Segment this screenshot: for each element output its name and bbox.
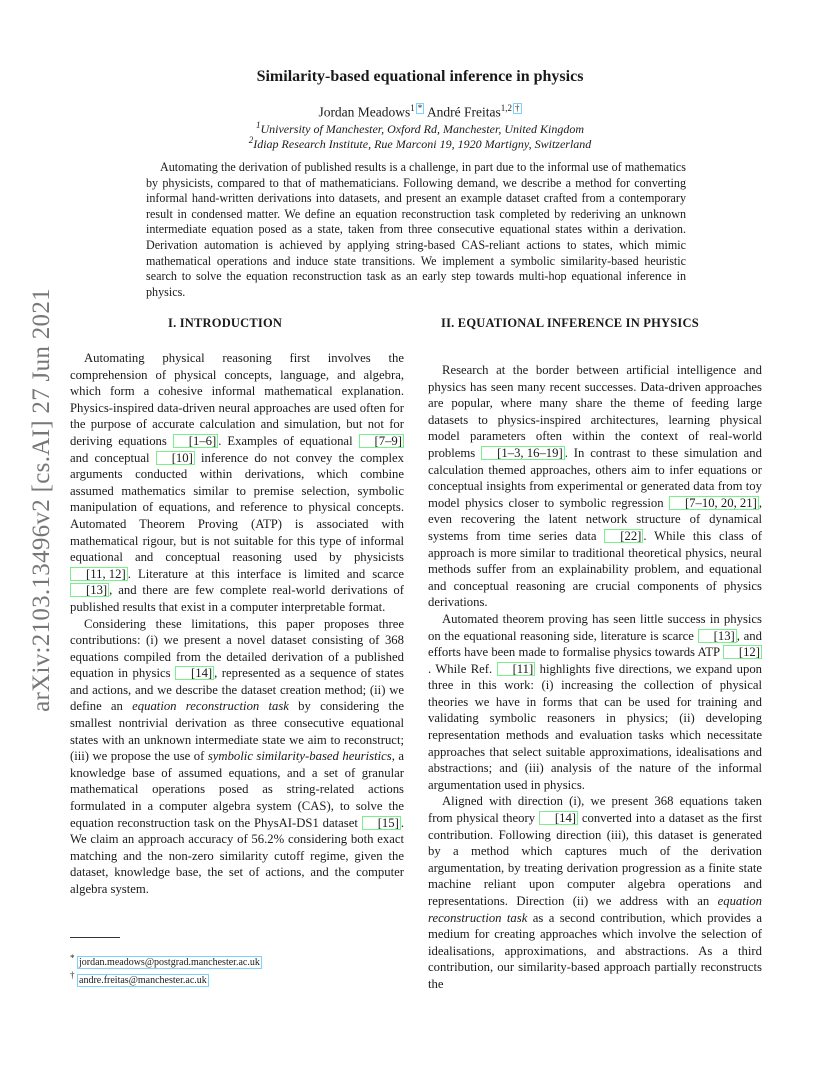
text-run: by considering the smallest nontrivial derivation as three consecutive equational states with an unknown intermediate state we aim to reconstruct; (iii) we propose the use of bbox=[70, 699, 404, 764]
footnote-mark: * bbox=[70, 953, 75, 963]
text-run: , even recovering the latent network structure of dynamical systems from time series data bbox=[428, 495, 762, 543]
text-run: Automating physical reasoning first involves the comprehension of physical concepts, language, and algebra, which form a cohesive informal mathematical explanation. Physics-inspired data-driven neural approaches are used often for the purpose of accurate calculation and simulation, but not for deriving equations bbox=[70, 351, 404, 448]
footnote-mark: † bbox=[70, 970, 75, 981]
text-run: inference do not convey the complex arguments conducted within derivations, which combine assumed mathematics similar to premise selection, symbolic manipulation of equations, and reference to physical concepts. Automated Theorem Proving (ATP) is associated with mathematical rigour, but is not suitable for this type of informal equational and conceptual reasoning used by physicists bbox=[70, 450, 404, 565]
paragraph bbox=[428, 362, 762, 611]
text-run: as a second contribution, which provides a medium for creating approaches which involve the selection of idealisations, approximations, and abstractions. As a third contribution, our similarity-based approach partially reconstructs the bbox=[428, 910, 762, 991]
text-run: . In contrast to these simulation and calculation themed approaches, others aim to infer equations or conceptual insights from experimental or generated data from toy model physics closer to symbolic regression bbox=[428, 445, 762, 510]
citation-link[interactable]: [12] bbox=[723, 645, 762, 659]
text-run: Research at the border between artificial intelligence and physics has seen many recent successes. Data-driven approaches are popular, where many share the theme of feeding large datasets to physics-inspired architectures, learning physical model parameters often within the context of real-world problems bbox=[428, 363, 762, 460]
author-footnote-link[interactable]: † bbox=[515, 103, 520, 113]
paragraph bbox=[428, 611, 762, 794]
author-name: Jordan Meadows bbox=[318, 104, 411, 120]
email-link[interactable]: andre.freitas@manchester.ac.uk bbox=[79, 974, 207, 986]
footnote-divider bbox=[70, 937, 120, 938]
text-run: . Literature at this interface is limited and scarce bbox=[127, 566, 404, 581]
text-run: highlights five directions, we expand upon three in this work: (i) increasing the collection of physical theories we have in forms that can be used for training and validating symbolic reasoners in physics; (ii) developing representation methods and evaluation tasks which necessitate approaches that select suitable approximations, idealisations and abstractions; and (iii) analysis of the nature of the informal argumentation used in physics. bbox=[428, 661, 763, 792]
paragraph bbox=[70, 350, 404, 616]
citation-link[interactable]: [14] bbox=[175, 666, 214, 680]
paragraph bbox=[70, 616, 404, 898]
emphasis-text: symbolic similarity-based heuristics bbox=[207, 749, 392, 764]
citation-link[interactable]: [13] bbox=[698, 629, 737, 643]
text-run: , and efforts have been made to formalise physics towards ATP bbox=[428, 628, 762, 660]
section-heading-introduction: I. INTRODUCTION bbox=[168, 316, 283, 330]
text-run: Aligned with direction (i), we present 368 equations taken from physical theory bbox=[428, 794, 762, 826]
footnote-1 bbox=[70, 952, 262, 969]
citation-link[interactable]: [15] bbox=[362, 816, 401, 830]
text-run: , a knowledge base of assumed equations, and a set of granular mathematical operations posed as string-related actions formulated in a computer algebra system (CAS), to solve the equation reconstruction task on the PhysAI-DS1 dataset bbox=[70, 749, 404, 830]
affiliation-mark: 1 bbox=[255, 120, 261, 130]
left-column bbox=[70, 350, 404, 898]
citation-link[interactable]: [1–3, 16–19] bbox=[481, 446, 565, 460]
text-run: , and there are few complete real-world derivations of published results that exist in a computer interpretable format. bbox=[70, 583, 404, 614]
affiliation-text: Idiap Research Institute, Rue Marconi 19, 1920 Martigny, Switzerland bbox=[253, 137, 592, 151]
author-name: André Freitas bbox=[426, 104, 501, 120]
emphasis-text: equation reconstruction task bbox=[132, 699, 289, 714]
text-run: and conceptual bbox=[70, 450, 156, 465]
right-column bbox=[428, 362, 762, 993]
text-run: Automated theorem proving has seen little success in physics on the equational reasoning side, literature is scarce bbox=[428, 611, 762, 643]
emphasis-text: equation reconstruction task bbox=[428, 894, 762, 925]
author-affiliation-mark: 1 bbox=[410, 103, 415, 113]
text-run: converted into a dataset as the first contribution. Following direction (iii), this dataset is generated by a method which captures much of the derivation argumentation, by treating derivation progression as a finite state machine reliant upon computer algebra operations and representations. Direction (ii) we address with an bbox=[428, 811, 762, 908]
text-run: . While Ref. bbox=[428, 661, 497, 676]
paper-title: Similarity-based equational inference in physics bbox=[256, 68, 584, 85]
section-heading-equational-inference: II. EQUATIONAL INFERENCE IN PHYSICS bbox=[441, 316, 699, 330]
affiliation-mark: 2 bbox=[248, 135, 254, 145]
arxiv-identifier-text: arXiv:2103.13496v2 [cs.AI] 27 Jun 2021 bbox=[28, 288, 55, 712]
paragraph bbox=[428, 793, 762, 992]
text-run: . While this class of approach is more similar to traditional theoretical physics, neural methods suffer from an explainability problem, and equational and conceptual reasoning are crucial components of physics derivations. bbox=[428, 528, 762, 610]
citation-link[interactable]: [22] bbox=[604, 529, 643, 543]
author-footnote-link[interactable]: * bbox=[417, 103, 423, 113]
arxiv-sidebar-identifier bbox=[12, 288, 72, 712]
affiliation-2 bbox=[120, 135, 720, 152]
citation-link[interactable]: [11, 12] bbox=[70, 567, 128, 581]
affiliation-text: University of Manchester, Oxford Rd, Manchester, United Kingdom bbox=[260, 122, 584, 136]
abstract: Automating the derivation of published results is a challenge, in part due to the informal use of mathematics by physicists, compared to that of mathematicians. Following demand, we describe a method for converting informal hand-written derivations into datasets, and present an example dataset crafted from a contemporary result in condensed matter. We define an equation reconstruction task completed by rederiving an unknown intermediate equation posed as a state, taken from three consecutive equational states within a derivation. Derivation automation is achieved by applying string-based CAS-reliant actions to states, which mimic mathematical operations and induce state transitions. We implement a symbolic similarity-based heuristic search to solve the equation reconstruction task as an early step towards multi-hop equational inference in physics. bbox=[146, 160, 686, 299]
footnotes bbox=[70, 952, 262, 987]
author-list bbox=[120, 103, 720, 121]
citation-link[interactable]: [10] bbox=[156, 451, 195, 465]
citation-link[interactable]: [11] bbox=[497, 662, 536, 676]
citation-link[interactable]: [13] bbox=[70, 583, 109, 597]
text-run: . We claim an approach accuracy of 56.2% considering both exact matching and the non-zero similarity cutoff regime, given the dataset, knowledge base, the set of actions, and the computer algebra system. bbox=[70, 815, 404, 896]
citation-link[interactable]: [14] bbox=[539, 811, 578, 825]
citation-link[interactable]: [1–6] bbox=[173, 434, 218, 448]
text-run: Considering these limitations, this paper proposes three contributions: (i) we present a novel dataset consisting of 368 equations compiled from the detailed derivation of a published equation in physics bbox=[70, 616, 404, 681]
citation-link[interactable]: [7–10, 20, 21] bbox=[669, 496, 759, 510]
text-run: , represented as a sequence of states and actions, and we describe the dataset creation method; (ii) we define an bbox=[70, 666, 404, 714]
text-run: . Examples of equational bbox=[218, 433, 359, 448]
citation-link[interactable]: [7–9] bbox=[359, 434, 404, 448]
footnote-2 bbox=[70, 969, 262, 986]
author-affiliation-mark: 1,2 bbox=[500, 103, 513, 113]
email-link[interactable]: jordan.meadows@postgrad.manchester.ac.uk bbox=[79, 957, 260, 969]
